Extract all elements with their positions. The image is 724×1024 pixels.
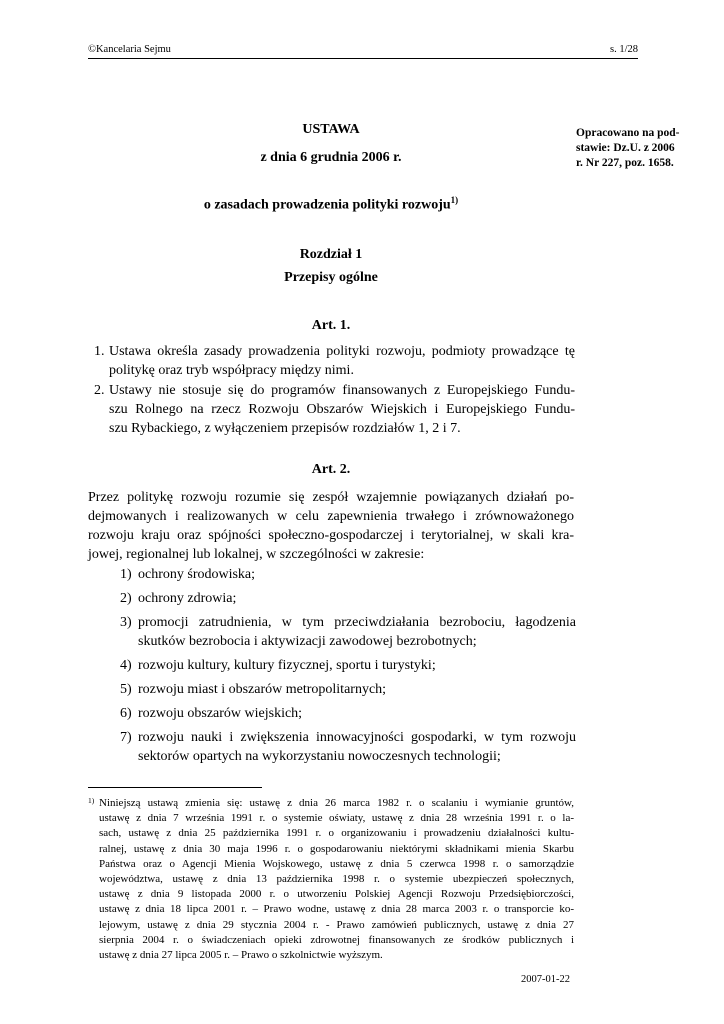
item-text bbox=[138, 680, 576, 699]
item-label: 2) bbox=[120, 591, 132, 606]
footnote-line: lejowym, ustawę z dnia 29 stycznia 2004 r. - Prawo zamówień publicznych, ustawę z dnia 27 bbox=[99, 918, 574, 931]
point-line: Ustawa określa zasady prowadzenia polityki rozwoju, podmioty prowadzące tę bbox=[109, 344, 575, 359]
chapter-number: Rozdział 1 bbox=[299, 247, 363, 262]
point-line: politykę oraz tryb współpracy między nimi. bbox=[109, 363, 354, 378]
intro-line: Przez politykę rozwoju rozumie się zespół wzajemnie powiązanych działań po- bbox=[88, 490, 574, 505]
point-line: Ustawy nie stosuje się do programów finansowanych z Europejskiego Fundu- bbox=[109, 383, 575, 398]
act-type: USTAWA bbox=[302, 122, 360, 137]
item-line: sektorów opartych na wykorzystaniu nowoczesnych technologii; bbox=[138, 749, 501, 764]
article-2-intro bbox=[88, 488, 574, 564]
article-1-heading: Art. 1. bbox=[311, 318, 351, 333]
item-text bbox=[138, 728, 576, 766]
footnote-line: ustawę z dnia 7 września 1991 r. o systemie oświaty, ustawę z dnia 28 września 1991 r. o la- bbox=[99, 812, 574, 825]
article-2-heading: Art. 2. bbox=[311, 462, 351, 477]
header-publisher: ©Kancelaria Sejmu bbox=[88, 44, 171, 55]
item-line: skutków bezrobocia i aktywizacji zawodowej bezrobotnych; bbox=[138, 634, 477, 649]
footnote-line: ustawę z dnia 18 lipca 2001 r. – Prawo wodne, ustawę z dnia 28 marca 2003 r. o transporcie ko- bbox=[99, 903, 574, 916]
point-label: 1. bbox=[94, 344, 105, 359]
item-label: 3) bbox=[120, 615, 132, 630]
publication-date: 2007-01-22 bbox=[521, 974, 570, 985]
footnote-line: województwa, ustawę z dnia 13 października 1998 r. o systemie ubezpieczeń społecznych, bbox=[99, 873, 574, 886]
item-text bbox=[138, 565, 576, 584]
item-label: 4) bbox=[120, 658, 132, 673]
act-subject-text: o zasadach prowadzenia polityki rozwoju bbox=[203, 197, 451, 213]
source-note bbox=[576, 126, 691, 171]
act-subject bbox=[88, 195, 574, 214]
point-line: szu Rolnego na rzecz Rozwoju Obszarów Wiejskich i Europejskiego Fundu- bbox=[109, 402, 575, 417]
footnote-line: sierpnia 2004 r. o świadczeniach opieki zdrowotnej finansowanych ze środków publicznych i bbox=[99, 933, 574, 946]
source-note-line: r. Nr 227, poz. 1658. bbox=[576, 157, 674, 169]
item-text bbox=[138, 613, 576, 651]
source-note-line: stawie: Dz.U. z 2006 bbox=[576, 142, 675, 154]
source-note-line: Opracowano na pod- bbox=[576, 127, 680, 139]
item-text bbox=[138, 589, 576, 608]
footnote-text bbox=[99, 796, 574, 963]
item-label: 6) bbox=[120, 706, 132, 721]
item-line: ochrony środowiska; bbox=[138, 567, 256, 582]
item-label: 1) bbox=[120, 567, 132, 582]
page-number: s. 1/28 bbox=[609, 44, 638, 55]
footnote-line: ustawę z dnia 27 lipca 2005 r. – Prawo o szkolnictwie wyższym. bbox=[99, 949, 383, 962]
footnote-line: Niniejszą ustawą zmienia się: ustawę z dnia 26 marca 1982 r. o scalaniu i wymianie gruntów, bbox=[99, 797, 574, 809]
item-line: rozwoju miast i obszarów metropolitarnych; bbox=[138, 682, 387, 697]
item-label: 5) bbox=[120, 682, 132, 697]
intro-line: dejmowanych i realizowanych w celu zapewnienia trwałego i zrównoważonego bbox=[88, 509, 574, 524]
footnote-line: ralnej, ustawę z dnia 30 maja 1996 r. o gospodarowaniu niektórymi składnikami mienia Skarbu bbox=[99, 842, 574, 855]
item-text bbox=[138, 704, 576, 723]
item-line: rozwoju nauki i zwiększenia innowacyjności gospodarki, w tym rozwoju bbox=[138, 730, 576, 745]
footnote-separator bbox=[88, 787, 262, 788]
footnote-line: ustawę z dnia 9 listopada 2000 r. o utworzeniu Polskiej Agencji Rozwoju Przedsiębiorczości, bbox=[99, 888, 574, 901]
item-text bbox=[138, 656, 576, 675]
footnote-line: sach, ustawę z dnia 25 października 1991 r. o organizowaniu i prowadzeniu działalności kultu- bbox=[99, 827, 574, 840]
footnote-mark: 1) bbox=[88, 796, 95, 805]
footnote-line: Państwa oraz o Agencji Mienia Wojskowego, ustawę z dnia 5 czerwca 1998 r. o samorządzie bbox=[99, 857, 574, 870]
intro-line: rozwoju kraju oraz spójności społeczno-gospodarczej i terytorialnej, w skali kra- bbox=[88, 528, 574, 543]
item-line: ochrony zdrowia; bbox=[138, 591, 237, 606]
item-line: rozwoju obszarów wiejskich; bbox=[138, 706, 303, 721]
intro-line: jowej, regionalnej lub lokalnej, w szczególności w zakresie: bbox=[88, 547, 425, 562]
page-header bbox=[88, 44, 638, 59]
point-text bbox=[109, 342, 575, 380]
act-date: z dnia 6 grudnia 2006 r. bbox=[260, 150, 402, 165]
point-line: szu Rybackiego, z wyłączeniem przepisów rozdziałów 1, 2 i 7. bbox=[109, 421, 461, 436]
item-label: 7) bbox=[120, 730, 132, 745]
point-label: 2. bbox=[94, 383, 105, 398]
item-line: promocji zatrudnienia, w tym przeciwdziałania bezrobociu, łagodzenia bbox=[138, 615, 576, 630]
chapter-name: Przepisy ogólne bbox=[284, 270, 378, 285]
point-text bbox=[109, 381, 575, 438]
footnote-reference: 1) bbox=[450, 195, 459, 205]
item-line: rozwoju kultury, kultury fizycznej, sportu i turystyki; bbox=[138, 658, 436, 673]
